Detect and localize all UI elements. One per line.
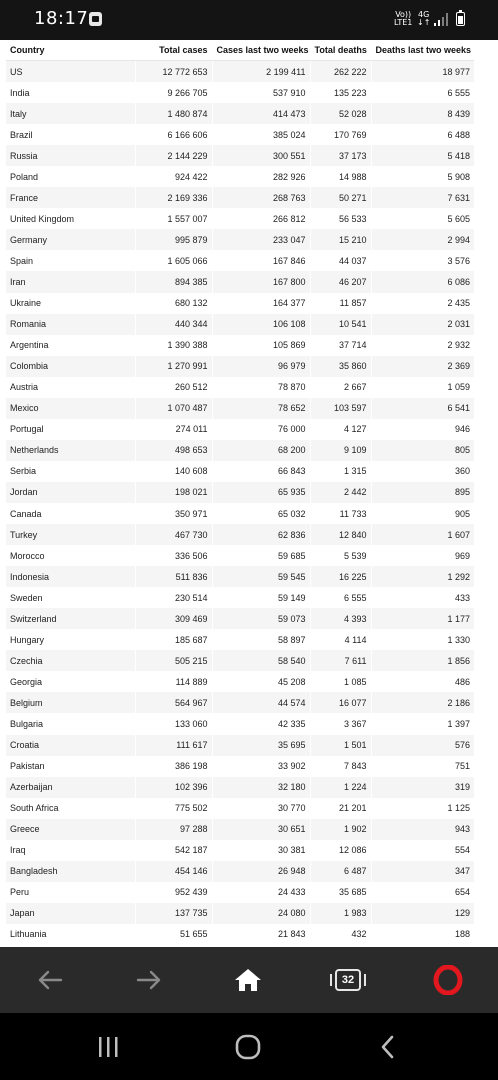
table-row [6, 924, 474, 945]
cell-deaths-two-weeks: 18 977 [371, 61, 474, 83]
cell-country: Portugal [6, 419, 135, 440]
cell-country: Russia [6, 145, 135, 166]
cell-total-cases: 140 608 [135, 461, 212, 482]
data-indicator [417, 11, 430, 27]
cell-country: Georgia [6, 671, 135, 692]
table-row [6, 377, 474, 398]
cell-total-cases: 97 288 [135, 819, 212, 840]
cell-cases-two-weeks: 266 812 [212, 208, 310, 229]
table-row [6, 166, 474, 187]
cell-total-cases: 309 469 [135, 608, 212, 629]
volte-indicator [394, 11, 412, 27]
cell-country: Romania [6, 314, 135, 335]
cell-total-cases: 924 422 [135, 166, 212, 187]
cell-country: Greece [6, 819, 135, 840]
cell-total-cases: 198 021 [135, 482, 212, 503]
cell-total-cases: 498 653 [135, 440, 212, 461]
covid-table-container [6, 40, 474, 945]
table-row [6, 629, 474, 650]
cell-deaths-two-weeks: 905 [371, 503, 474, 524]
cell-total-deaths: 9 109 [310, 440, 371, 461]
table-row [6, 461, 474, 482]
cell-country: Japan [6, 903, 135, 924]
data-arrows-label: ↓↑ [417, 18, 431, 27]
cell-total-deaths: 2 442 [310, 482, 371, 503]
table-row [6, 735, 474, 756]
table-row [6, 840, 474, 861]
cell-cases-two-weeks: 62 836 [212, 524, 310, 545]
cell-total-cases: 2 144 229 [135, 145, 212, 166]
cell-country: Poland [6, 166, 135, 187]
cell-deaths-two-weeks: 2 932 [371, 335, 474, 356]
cell-deaths-two-weeks: 1 856 [371, 650, 474, 671]
cell-total-deaths: 1 983 [310, 903, 371, 924]
cell-deaths-two-weeks: 969 [371, 545, 474, 566]
cell-total-cases: 440 344 [135, 314, 212, 335]
cell-total-cases: 137 735 [135, 903, 212, 924]
cell-total-cases: 467 730 [135, 524, 212, 545]
cell-cases-two-weeks: 24 080 [212, 903, 310, 924]
cell-deaths-two-weeks: 6 555 [371, 82, 474, 103]
cell-total-cases: 111 617 [135, 735, 212, 756]
table-row [6, 650, 474, 671]
table-row [6, 61, 474, 83]
volte-top-label: Vo)) [395, 10, 412, 19]
cell-deaths-two-weeks: 5 605 [371, 208, 474, 229]
table-row [6, 82, 474, 103]
cell-total-deaths: 10 541 [310, 314, 371, 335]
cell-total-cases: 230 514 [135, 587, 212, 608]
cell-total-cases: 6 166 606 [135, 124, 212, 145]
table-row [6, 419, 474, 440]
table-row [6, 692, 474, 713]
cell-cases-two-weeks: 35 695 [212, 735, 310, 756]
cell-country: Iraq [6, 840, 135, 861]
cell-deaths-two-weeks: 946 [371, 419, 474, 440]
table-row [6, 819, 474, 840]
cell-deaths-two-weeks: 486 [371, 671, 474, 692]
cell-cases-two-weeks: 76 000 [212, 419, 310, 440]
table-row [6, 293, 474, 314]
cell-country: Pakistan [6, 756, 135, 777]
android-nav-bar [0, 1013, 498, 1080]
cell-total-deaths: 103 597 [310, 398, 371, 419]
cell-country: United Kingdom [6, 208, 135, 229]
cell-deaths-two-weeks: 1 330 [371, 629, 474, 650]
covid-table [6, 40, 474, 945]
cell-cases-two-weeks: 106 108 [212, 314, 310, 335]
cell-country: Iran [6, 271, 135, 292]
cell-cases-two-weeks: 167 800 [212, 271, 310, 292]
home-icon[interactable] [228, 960, 268, 1000]
cell-total-deaths: 4 393 [310, 608, 371, 629]
cell-country: Sweden [6, 587, 135, 608]
cell-total-deaths: 1 224 [310, 777, 371, 798]
cell-total-deaths: 3 367 [310, 713, 371, 734]
cell-total-deaths: 35 860 [310, 356, 371, 377]
cell-total-cases: 1 605 066 [135, 250, 212, 271]
cell-deaths-two-weeks: 129 [371, 903, 474, 924]
table-row [6, 882, 474, 903]
cell-cases-two-weeks: 30 381 [212, 840, 310, 861]
table-row [6, 314, 474, 335]
header-country: Country [6, 40, 135, 61]
cell-country: Canada [6, 503, 135, 524]
cell-total-cases: 564 967 [135, 692, 212, 713]
cell-cases-two-weeks: 385 024 [212, 124, 310, 145]
cell-country: Hungary [6, 629, 135, 650]
table-row [6, 356, 474, 377]
cell-deaths-two-weeks: 5 418 [371, 145, 474, 166]
cell-cases-two-weeks: 59 685 [212, 545, 310, 566]
cell-cases-two-weeks: 66 843 [212, 461, 310, 482]
cell-total-cases: 680 132 [135, 293, 212, 314]
cell-deaths-two-weeks: 943 [371, 819, 474, 840]
cell-country: Bangladesh [6, 861, 135, 882]
cell-total-cases: 274 011 [135, 419, 212, 440]
cell-country: France [6, 187, 135, 208]
cell-total-deaths: 7 843 [310, 756, 371, 777]
cell-total-cases: 386 198 [135, 756, 212, 777]
tabs-icon[interactable] [328, 960, 368, 1000]
battery-icon [456, 12, 465, 26]
cell-deaths-two-weeks: 1 292 [371, 566, 474, 587]
cell-country: Jordan [6, 482, 135, 503]
cell-country: Bulgaria [6, 713, 135, 734]
cell-total-cases: 336 506 [135, 545, 212, 566]
cell-total-cases: 995 879 [135, 229, 212, 250]
cell-cases-two-weeks: 282 926 [212, 166, 310, 187]
table-row [6, 271, 474, 292]
cell-country: South Africa [6, 798, 135, 819]
cell-deaths-two-weeks: 2 031 [371, 314, 474, 335]
table-row [6, 861, 474, 882]
cell-cases-two-weeks: 65 935 [212, 482, 310, 503]
cell-deaths-two-weeks: 7 631 [371, 187, 474, 208]
cell-cases-two-weeks: 68 200 [212, 440, 310, 461]
cell-total-deaths: 12 840 [310, 524, 371, 545]
cell-cases-two-weeks: 33 902 [212, 756, 310, 777]
cell-cases-two-weeks: 59 545 [212, 566, 310, 587]
home-circle-icon[interactable] [228, 1031, 268, 1063]
table-row [6, 903, 474, 924]
cell-total-deaths: 135 223 [310, 82, 371, 103]
cell-country: Brazil [6, 124, 135, 145]
cell-cases-two-weeks: 24 433 [212, 882, 310, 903]
cell-total-deaths: 7 611 [310, 650, 371, 671]
cell-total-deaths: 1 501 [310, 735, 371, 756]
cell-total-deaths: 4 114 [310, 629, 371, 650]
cell-total-cases: 542 187 [135, 840, 212, 861]
cell-deaths-two-weeks: 751 [371, 756, 474, 777]
cell-total-cases: 1 270 991 [135, 356, 212, 377]
cell-deaths-two-weeks: 6 541 [371, 398, 474, 419]
cell-total-cases: 185 687 [135, 629, 212, 650]
table-row [6, 524, 474, 545]
cell-cases-two-weeks: 233 047 [212, 229, 310, 250]
cell-total-deaths: 1 315 [310, 461, 371, 482]
cell-deaths-two-weeks: 576 [371, 735, 474, 756]
cell-total-cases: 894 385 [135, 271, 212, 292]
cell-total-cases: 350 971 [135, 503, 212, 524]
cell-deaths-two-weeks: 319 [371, 777, 474, 798]
cell-total-deaths: 11 733 [310, 503, 371, 524]
cell-total-deaths: 35 685 [310, 882, 371, 903]
table-row [6, 187, 474, 208]
cell-country: Lithuania [6, 924, 135, 945]
cell-total-deaths: 1 902 [310, 819, 371, 840]
cell-country: Spain [6, 250, 135, 271]
table-row [6, 671, 474, 692]
table-row [6, 124, 474, 145]
header-deaths-two-weeks: Deaths last two weeks [371, 40, 474, 61]
cell-cases-two-weeks: 30 651 [212, 819, 310, 840]
cell-cases-two-weeks: 78 652 [212, 398, 310, 419]
tab-count: 32 [335, 969, 361, 991]
cell-total-deaths: 15 210 [310, 229, 371, 250]
cell-total-deaths: 16 077 [310, 692, 371, 713]
table-row [6, 587, 474, 608]
cell-cases-two-weeks: 58 897 [212, 629, 310, 650]
cell-total-deaths: 170 769 [310, 124, 371, 145]
header-cases-two-weeks: Cases last two weeks [212, 40, 310, 61]
back-chevron-icon[interactable] [368, 1031, 408, 1063]
volte-bottom-label: LTE1 [394, 18, 413, 27]
cell-cases-two-weeks: 45 208 [212, 671, 310, 692]
cell-cases-two-weeks: 44 574 [212, 692, 310, 713]
cell-deaths-two-weeks: 654 [371, 882, 474, 903]
cell-deaths-two-weeks: 360 [371, 461, 474, 482]
cell-total-deaths: 2 667 [310, 377, 371, 398]
cell-cases-two-weeks: 96 979 [212, 356, 310, 377]
cell-country: Serbia [6, 461, 135, 482]
status-time: 18:17 [34, 8, 89, 29]
table-body [6, 61, 474, 945]
cell-deaths-two-weeks: 554 [371, 840, 474, 861]
table-row [6, 145, 474, 166]
cell-deaths-two-weeks: 895 [371, 482, 474, 503]
cell-country: Argentina [6, 335, 135, 356]
cell-country: Italy [6, 103, 135, 124]
cell-deaths-two-weeks: 2 994 [371, 229, 474, 250]
cell-total-deaths: 21 201 [310, 798, 371, 819]
cell-country: Peru [6, 882, 135, 903]
cell-total-cases: 102 396 [135, 777, 212, 798]
cell-cases-two-weeks: 300 551 [212, 145, 310, 166]
cell-country: Netherlands [6, 440, 135, 461]
cell-country: US [6, 61, 135, 83]
cell-cases-two-weeks: 268 763 [212, 187, 310, 208]
cell-total-cases: 12 772 653 [135, 61, 212, 83]
cell-deaths-two-weeks: 188 [371, 924, 474, 945]
cell-country: Ukraine [6, 293, 135, 314]
table-row [6, 335, 474, 356]
cell-total-cases: 1 557 007 [135, 208, 212, 229]
cell-total-cases: 511 836 [135, 566, 212, 587]
header-total-deaths: Total deaths [310, 40, 371, 61]
table-row [6, 566, 474, 587]
cell-cases-two-weeks: 32 180 [212, 777, 310, 798]
app-notification-icon [89, 12, 102, 26]
cell-total-cases: 775 502 [135, 798, 212, 819]
cell-cases-two-weeks: 65 032 [212, 503, 310, 524]
cell-total-deaths: 14 988 [310, 166, 371, 187]
cell-country: Mexico [6, 398, 135, 419]
cell-deaths-two-weeks: 6 086 [371, 271, 474, 292]
cell-total-deaths: 11 857 [310, 293, 371, 314]
cell-cases-two-weeks: 26 948 [212, 861, 310, 882]
cell-total-deaths: 262 222 [310, 61, 371, 83]
browser-bottom-bar [0, 947, 498, 1013]
cell-total-deaths: 37 173 [310, 145, 371, 166]
cell-deaths-two-weeks: 1 059 [371, 377, 474, 398]
cell-deaths-two-weeks: 5 908 [371, 166, 474, 187]
back-arrow-icon[interactable] [30, 960, 70, 1000]
status-bar [0, 0, 498, 40]
cell-cases-two-weeks: 414 473 [212, 103, 310, 124]
recent-apps-icon[interactable] [88, 1031, 128, 1063]
table-row [6, 103, 474, 124]
table-row [6, 545, 474, 566]
cell-cases-two-weeks: 30 770 [212, 798, 310, 819]
cell-country: Turkey [6, 524, 135, 545]
cell-total-cases: 133 060 [135, 713, 212, 734]
cell-total-deaths: 12 086 [310, 840, 371, 861]
signal-icon [434, 13, 448, 26]
cell-country: Austria [6, 377, 135, 398]
cell-cases-two-weeks: 78 870 [212, 377, 310, 398]
cell-total-cases: 1 070 487 [135, 398, 212, 419]
table-row [6, 440, 474, 461]
cell-total-cases: 51 655 [135, 924, 212, 945]
cell-total-deaths: 50 271 [310, 187, 371, 208]
table-row [6, 756, 474, 777]
cell-total-deaths: 432 [310, 924, 371, 945]
table-row [6, 777, 474, 798]
cell-total-cases: 454 146 [135, 861, 212, 882]
cell-cases-two-weeks: 105 869 [212, 335, 310, 356]
cell-total-cases: 1 390 388 [135, 335, 212, 356]
cell-country: Germany [6, 229, 135, 250]
data-type-label: 4G [418, 10, 430, 19]
cell-total-deaths: 46 207 [310, 271, 371, 292]
header-total-cases: Total cases [135, 40, 212, 61]
table-row [6, 608, 474, 629]
cell-deaths-two-weeks: 347 [371, 861, 474, 882]
table-row [6, 208, 474, 229]
cell-deaths-two-weeks: 1 397 [371, 713, 474, 734]
cell-deaths-two-weeks: 8 439 [371, 103, 474, 124]
cell-deaths-two-weeks: 433 [371, 587, 474, 608]
table-header-row [6, 40, 474, 61]
table-row [6, 229, 474, 250]
table-row [6, 798, 474, 819]
cell-country: Morocco [6, 545, 135, 566]
cell-country: Czechia [6, 650, 135, 671]
cell-cases-two-weeks: 58 540 [212, 650, 310, 671]
cell-cases-two-weeks: 537 910 [212, 82, 310, 103]
cell-total-deaths: 4 127 [310, 419, 371, 440]
cell-country: Azerbaijan [6, 777, 135, 798]
cell-total-deaths: 5 539 [310, 545, 371, 566]
cell-deaths-two-weeks: 3 576 [371, 250, 474, 271]
table-row [6, 503, 474, 524]
cell-deaths-two-weeks: 2 186 [371, 692, 474, 713]
cell-cases-two-weeks: 21 843 [212, 924, 310, 945]
cell-total-cases: 952 439 [135, 882, 212, 903]
table-row [6, 713, 474, 734]
cell-total-cases: 260 512 [135, 377, 212, 398]
cell-cases-two-weeks: 164 377 [212, 293, 310, 314]
cell-total-cases: 1 480 874 [135, 103, 212, 124]
opera-icon[interactable] [428, 960, 468, 1000]
cell-total-deaths: 16 225 [310, 566, 371, 587]
cell-deaths-two-weeks: 805 [371, 440, 474, 461]
cell-total-deaths: 44 037 [310, 250, 371, 271]
cell-country: Croatia [6, 735, 135, 756]
cell-total-deaths: 52 028 [310, 103, 371, 124]
cell-total-cases: 2 169 336 [135, 187, 212, 208]
cell-deaths-two-weeks: 2 369 [371, 356, 474, 377]
cell-deaths-two-weeks: 1 177 [371, 608, 474, 629]
cell-country: India [6, 82, 135, 103]
cell-total-deaths: 37 714 [310, 335, 371, 356]
cell-total-cases: 9 266 705 [135, 82, 212, 103]
table-row [6, 398, 474, 419]
cell-country: Indonesia [6, 566, 135, 587]
cell-cases-two-weeks: 59 073 [212, 608, 310, 629]
table-row [6, 250, 474, 271]
cell-cases-two-weeks: 59 149 [212, 587, 310, 608]
cell-cases-two-weeks: 2 199 411 [212, 61, 310, 83]
cell-cases-two-weeks: 167 846 [212, 250, 310, 271]
cell-total-cases: 114 889 [135, 671, 212, 692]
cell-country: Belgium [6, 692, 135, 713]
cell-total-cases: 505 215 [135, 650, 212, 671]
cell-deaths-two-weeks: 1 607 [371, 524, 474, 545]
cell-country: Colombia [6, 356, 135, 377]
cell-total-deaths: 6 555 [310, 587, 371, 608]
cell-total-deaths: 1 085 [310, 671, 371, 692]
cell-deaths-two-weeks: 1 125 [371, 798, 474, 819]
cell-total-deaths: 56 533 [310, 208, 371, 229]
cell-country: Switzerland [6, 608, 135, 629]
forward-arrow-icon[interactable] [129, 960, 169, 1000]
cell-deaths-two-weeks: 6 488 [371, 124, 474, 145]
cell-cases-two-weeks: 42 335 [212, 713, 310, 734]
cell-deaths-two-weeks: 2 435 [371, 293, 474, 314]
table-row [6, 482, 474, 503]
cell-total-deaths: 6 487 [310, 861, 371, 882]
